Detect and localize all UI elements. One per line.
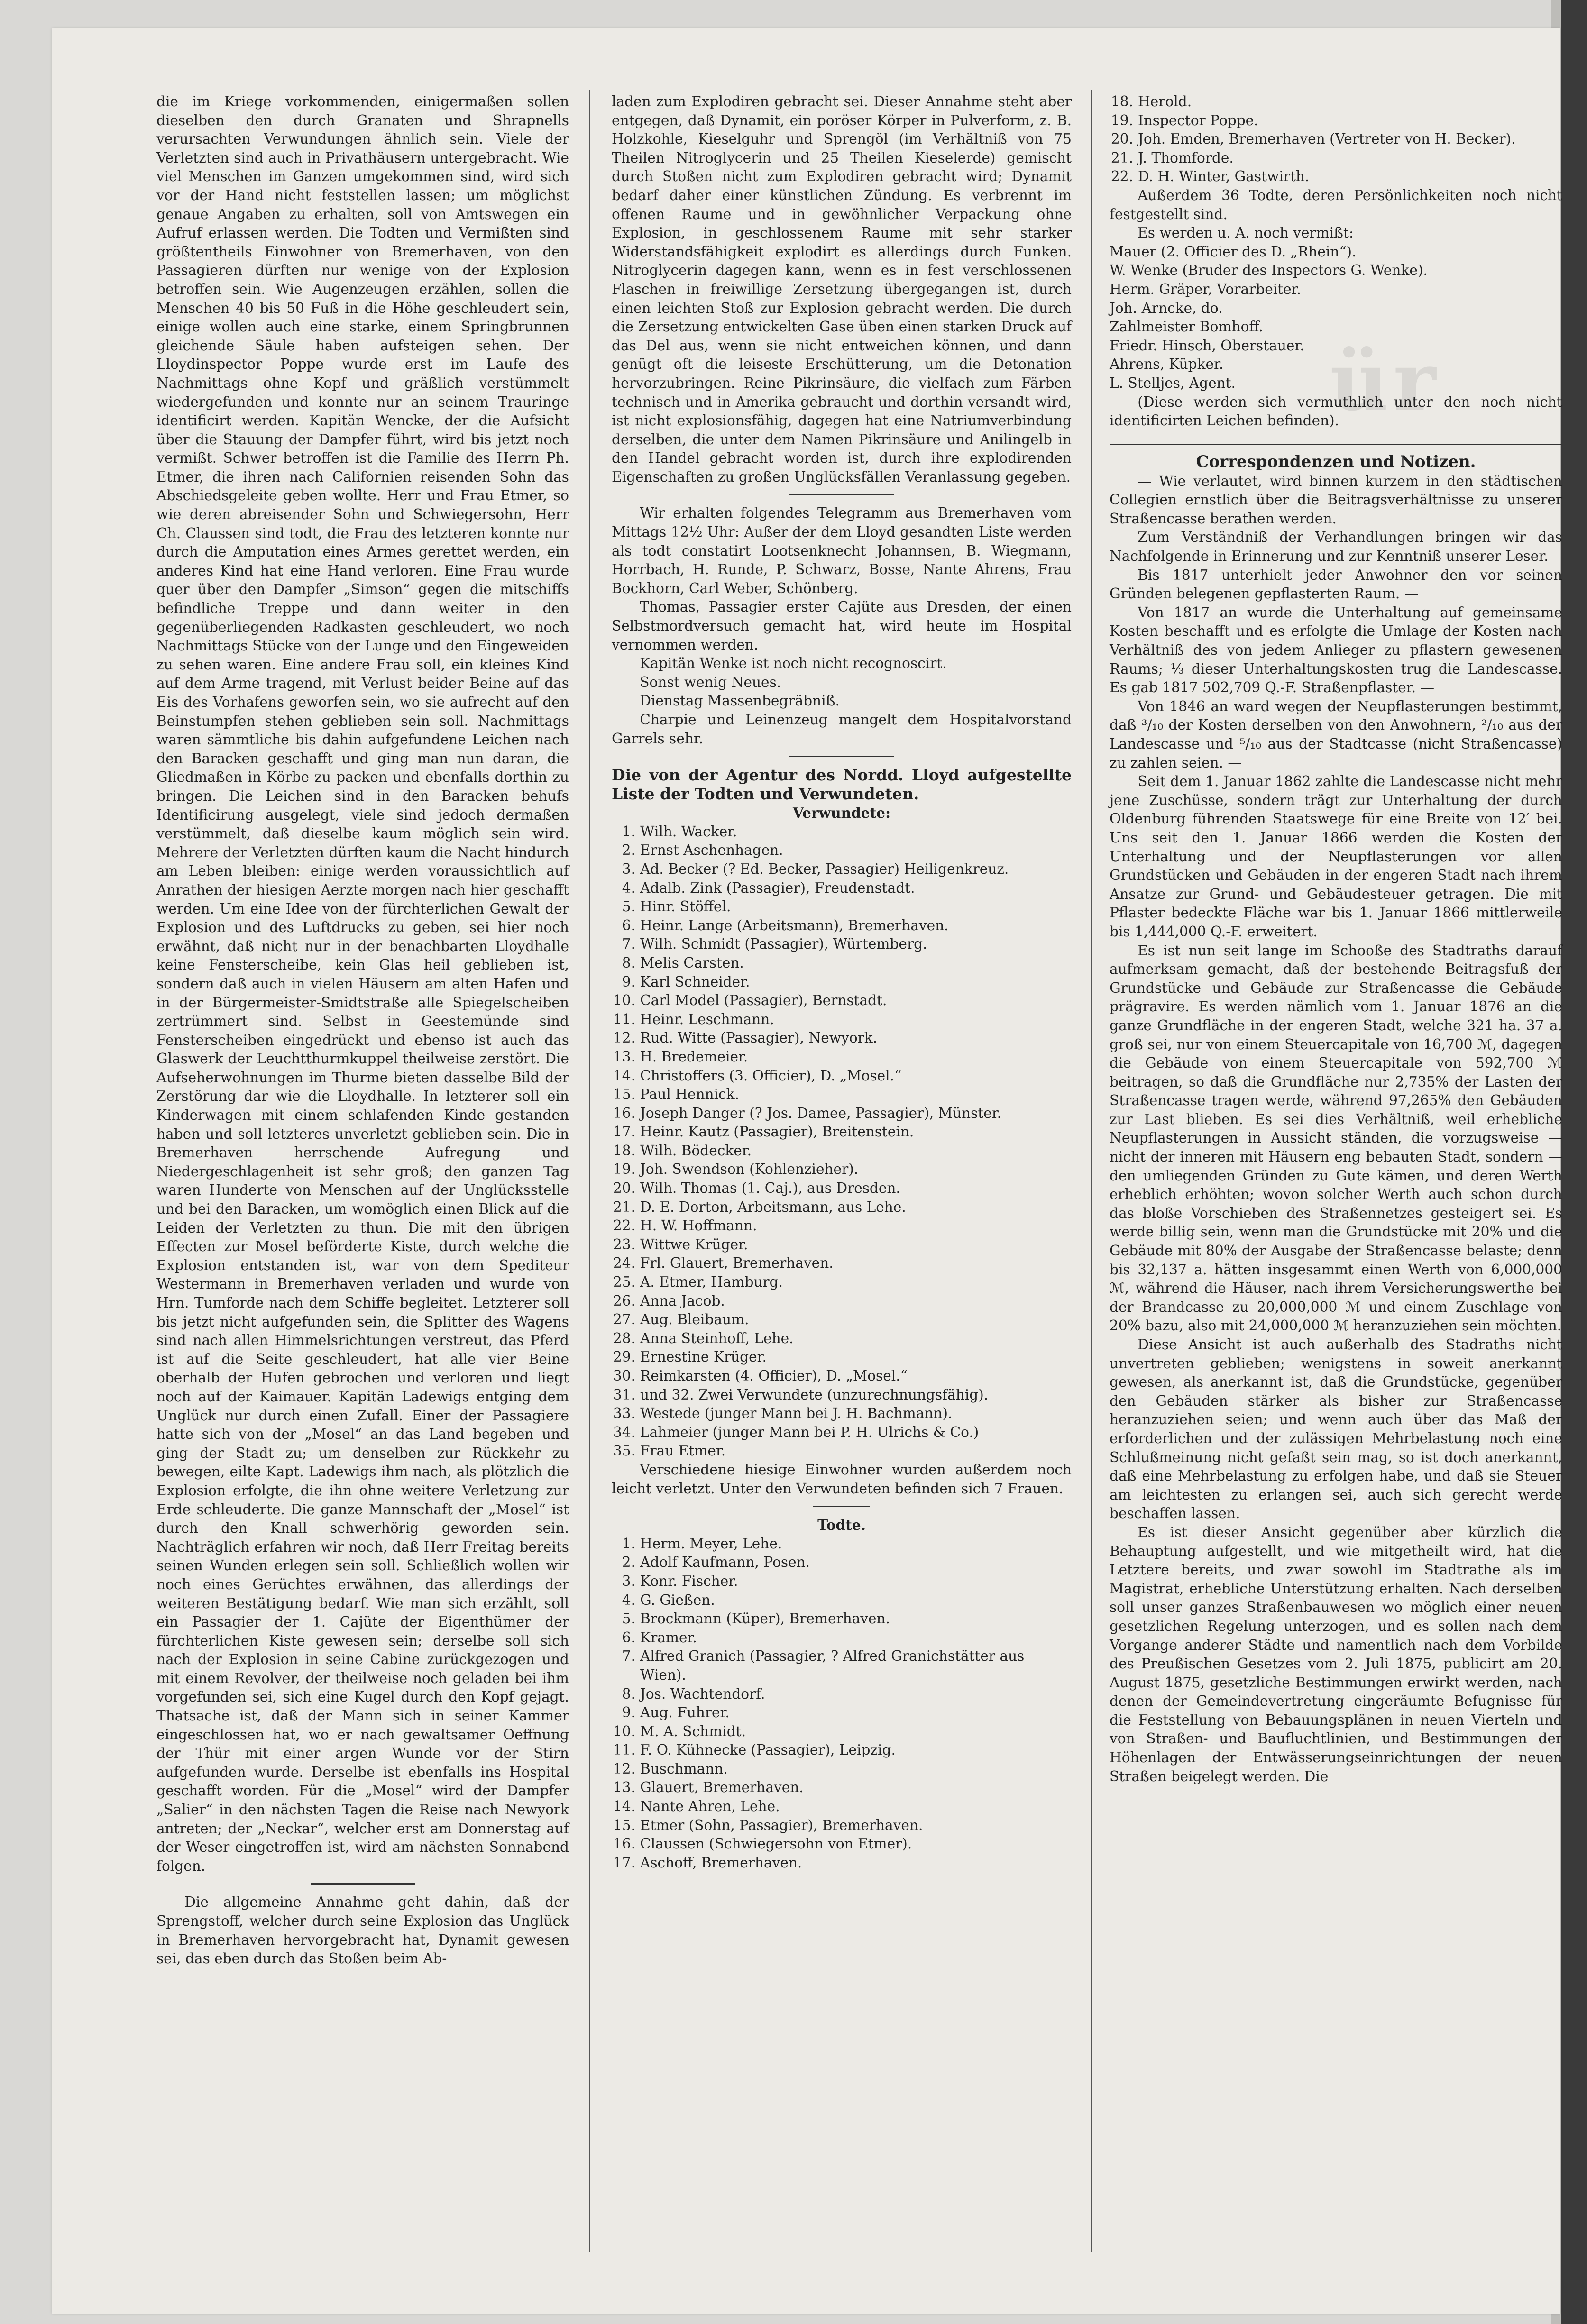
section-heading: Correspondenzen und Notizen. xyxy=(1110,443,1562,472)
list-number: 13. xyxy=(613,1048,635,1065)
list-number: 18. xyxy=(1110,93,1133,110)
article-paragraph: Dienstag Massenbegräbniß. xyxy=(640,693,840,709)
article-paragraph: Verschiedene hiesige Einwohner wurden außerdem noch leicht verletzt. Unter den Verwundeten befinden sich 7 Frauen. xyxy=(612,1461,1072,1497)
column-rule-1 xyxy=(589,90,590,2252)
missing-person: Friedr. Hinsch, Oberstauer. xyxy=(1110,337,1304,354)
list-item xyxy=(612,1048,1072,1067)
missing-person: W. Wenke (Bruder des Inspectors G. Wenke). xyxy=(1110,262,1428,279)
list-text: Ad. Becker (? Ed. Becker, Passagier) Heiligenkreuz. xyxy=(640,860,1009,877)
list-item xyxy=(1110,130,1562,149)
list-number: 16. xyxy=(613,1105,635,1121)
list-number: 17. xyxy=(613,1854,635,1871)
list-number: 1. xyxy=(622,823,635,840)
article-paragraph: Zum Verständniß der Verhandlungen bringen wir das Nachfolgende in Erinnerung und zur Kenntniß unserer Leser. xyxy=(1110,529,1562,565)
list-text: Carl Model (Passagier), Bernstadt. xyxy=(640,992,887,1009)
list-number: 14. xyxy=(613,1067,635,1084)
column-2 xyxy=(612,92,1072,1872)
list-number: 35. xyxy=(613,1443,635,1459)
list-text: Hinr. Stöffel. xyxy=(640,898,731,915)
article-paragraph: Diese Ansicht ist auch außerhalb des Stadraths nicht unvertreten geblieben; wenigstens in soweit anerkannt gewesen, als anerkannt ist, daß die Grundstücke, gegenüber den Gebäuden stärker als bisher zur Straßencasse heranzuziehen seien; und wenn auch über das Maß der erforderlichen und der zulässigen Mehrbelastung noch eine Schlußmeinung nicht gefaßt sein mag, so ist doch anerkannt, daß eine Mehrbelastung zu erfolgen habe, und daß sie Steuer am leichtesten zu erlangen sei, auch sich gerecht werde beschaffen lassen. xyxy=(1110,1336,1562,1522)
missing-person: Ahrens, Küpker. xyxy=(1110,356,1224,373)
list-item xyxy=(612,841,1072,860)
list-text: Joseph Danger (? Jos. Damee, Passagier), Münster. xyxy=(640,1105,1001,1121)
article-paragraph: die im Kriege vorkommenden, einigermaßen sollen dieselben den durch Granaten und Shrapnells verursachten Verwundungen ähnlich sein. Viele der Verletzten sind auch in Privathäusern untergebracht. Wie viel Menschen im Ganzen umgekommen sind, wird sich vor der Hand nicht feststellen lassen; um möglichst genaue Angaben zu erhalten, soll von Amtswegen ein Aufruf erlassen werden. Die Todten und Vermißten sind größtentheils Einwohner von Bremerhaven, von den Passagieren dürften nur wenige von der Explosion betroffen sein. Wie Augenzeugen erzählen, sollen die Menschen 40 bis 50 Fuß in die Höhe geschleudert sein, einige wollen auch eine starke, einem Springbrunnen gleichende Säule haben aufsteigen sehen. Der Lloydinspector Poppe wurde erst im Laufe des Nachmittags ohne Kopf und gräßlich verstümmelt wiedergefunden und konnte nur an seinem Trauringe identificirt werden. Kapitän Wencke, der die Aufsicht über die Stauung der Dampfer führt, wird bis jetzt noch vermißt. Schwer betroffen ist die Familie des Herrn Ph. Etmer, die ihren nach Californien reisenden Sohn das Abschiedsgeleite geben wollte. Herr und Frau Etmer, so wie deren abreisender Sohn und Schwiegersohn, Herr Ch. Claussen sind todt, die Frau des letzteren konnte nur durch die Amputation eines Armes gerettet werden, ein anderes Kind hat eine Hand verloren. Eine Frau wurde quer über den Dampfer „Simson“ gegen die mitschiffs befindliche Treppe und dann weiter in den gegenüberliegenden Radkasten geschleudert, wo noch Nachmittags Stücke von der Lunge und den Eingeweiden zu sehen waren. Eine andere Frau soll, ein kleines Kind auf dem Arme tragend, mit Verlust beider Beine auf das Eis des Vorhafens geworfen sein, wo sie aufrecht auf den Beinstumpfen stehen geblieben sein soll. Nachmittags waren sämmtliche bis dahin aufgefundene Leichen nach den Baracken geschafft und ging man nun daran, die Gliedmaßen in Körbe zu packen und ebenfalls dorthin zu bringen. Die Leichen sind in den Baracken behufs Identificirung ausgelegt, viele sind jedoch dermaßen verstümmelt, daß dieselbe kaum möglich sein wird. Mehrere der Verletzten dürften kaum die Nacht hindurch am Leben bleiben: einige werden voraussichtlich auf Anrathen der hiesigen Aerzte morgen nach hier geschafft werden. Um eine Idee von der fürchterlichen Gewalt der Explosion und des Luftdrucks zu geben, sei hier noch erwähnt, daß nicht nur in der benachbarten Lloydhalle keine Fensterscheibe, kein Glas heil geblieben ist, sondern daß auch in vielen Häusern am alten Hafen und in der Bürgermeister-Smidtstraße alle Spiegelscheiben zertrümmert sind. Selbst in Geestemünde sind Fensterscheiben eingedrückt und ebenso ist auch das Glaswerk der Leuchtthurmkuppel theilweise zerstört. Die Aufseherwohnungen im Thurme bieten dasselbe Bild der Zerstörung dar wie die Lloydhalle. In letzterer soll ein Kinderwagen mit einem schlafenden Kinde gestanden haben und soll letzteres unverletzt geblieben sein. Die in Bremerhaven herrschende Aufregung und Niedergeschlagenheit ist sehr groß; den ganzen Tag waren Hunderte von Menschen auf der Unglücksstelle und bei den Baracken, um womöglich einen Blick auf die Leiden der Verletzten zu thun. Die mit den übrigen Effecten zur Mosel beförderte Kiste, durch welche die Explosion entstanden ist, war von dem Spediteur Westermann in Bremerhaven verladen und wurde von Hrn. Tumforde nach dem Schiffe begleitet. Letzterer soll bis jetzt nicht aufgefunden sein, die Splitter des Wagens sind nach allen Himmelsrichtungen verstreut, das Pferd ist auf die Seite geschleudert, hat alle vier Beine oberhalb der Hufen gebrochen und verloren und liegt noch auf der Kaimauer. Kapitän Ladewigs entging dem Unglück nur durch einen Zufall. Einer der Passagiere hatte sich von der „Mosel“ an das Land begeben und ging der Stadt zu; um denselben zur Rückkehr zu bewegen, eilte Kapt. Ladewigs ihm nach, als plötzlich die Explosion erfolgte, die ihn ohne weitere Verletzung zur Erde schleuderte. Die ganze Mannschaft der „Mosel“ ist durch den Knall schwerhörig geworden sein. Nachträglich erfahren wir noch, daß Herr Freitag bereits seinen Wunden erlegen sein soll. Schließlich wollen wir noch eines Gerüchtes erwähnen, das allerdings der weiteren Bestätigung bedarf. Wie man sich erzählt, soll ein Passagier der 1. Cajüte der Eigenthümer der fürchterlichen Kiste gewesen sein; derselbe soll sich nach der Explosion in seine Cabine zurückgezogen und mit einem Revolver, der theilweise noch geladen bei ihm vorgefunden sei, sich eine Kugel durch den Kopf gejagt. Thatsache ist, daß der Mann sich in seiner Kammer eingeschlossen hat, wo er nach gewaltsamer Oeffnung der Thür mit einer argen Wunde vor der Stirn aufgefunden wurde. Derselbe ist ebenfalls ins Hospital geschafft worden. Für die „Mosel“ wird der Dampfer „Salier“ in den nächsten Tagen die Reise nach Newyork antreten; der „Neckar“, welcher erst am Donnerstag auf der Weser eingetroffen ist, wird am nächsten Sonnabend folgen. xyxy=(156,93,569,1874)
correspondence-body xyxy=(1110,472,1562,1786)
list-text: Lahmeier (junger Mann bei P. H. Ulrichs & Co.) xyxy=(640,1424,979,1440)
list-number: 9. xyxy=(622,1704,635,1721)
list-text: Westede (junger Mann bei J. H. Bachmann). xyxy=(640,1405,953,1422)
list-number: 7. xyxy=(622,1648,635,1665)
list-item xyxy=(612,1273,1072,1292)
section-separator xyxy=(813,1506,870,1507)
list-item xyxy=(612,1442,1072,1461)
list-number: 31. xyxy=(613,1386,635,1403)
list-number: 21. xyxy=(613,1199,635,1215)
list-number: 3. xyxy=(622,1573,635,1589)
list-number: 14. xyxy=(613,1798,635,1815)
list-item xyxy=(612,1703,1072,1722)
list-item xyxy=(612,1292,1072,1311)
list-number: 12. xyxy=(613,1030,635,1046)
list-text: Joh. Swendson (Kohlenzieher). xyxy=(640,1161,859,1178)
missing-heading: Es werden u. A. noch vermißt: xyxy=(1138,225,1354,241)
list-item xyxy=(612,1760,1072,1779)
list-item xyxy=(612,1816,1072,1835)
list-number: 10. xyxy=(613,992,635,1009)
list-item xyxy=(612,935,1072,954)
list-text: Nante Ahren, Lehe. xyxy=(640,1798,780,1815)
list-item xyxy=(612,1085,1072,1104)
list-text: Inspector Poppe. xyxy=(1138,112,1258,128)
list-number: 23. xyxy=(613,1236,635,1253)
list-item xyxy=(1110,149,1562,168)
dead-heading: Todte. xyxy=(817,1517,866,1534)
missing-person: Herm. Gräper, Vorarbeiter. xyxy=(1110,281,1301,297)
list-text: J. Thomforde. xyxy=(1138,149,1234,166)
list-number: 33. xyxy=(613,1405,635,1422)
list-number: 6. xyxy=(622,1629,635,1646)
list-item xyxy=(612,1217,1072,1235)
list-item xyxy=(612,1797,1072,1816)
scan-border xyxy=(1561,0,1587,2324)
list-item xyxy=(612,1310,1072,1329)
list-number: 34. xyxy=(613,1424,635,1440)
list-number: 18. xyxy=(613,1142,635,1159)
list-number: 12. xyxy=(613,1760,635,1777)
list-number: 13. xyxy=(613,1779,635,1796)
column-1 xyxy=(156,92,569,1968)
list-item xyxy=(612,1123,1072,1142)
list-text: Anna Steinhoff, Lehe. xyxy=(640,1330,794,1346)
list-item xyxy=(612,1160,1072,1179)
list-text: F. O. Kühnecke (Passagier), Leipzig. xyxy=(640,1742,896,1758)
list-number: 1. xyxy=(622,1535,635,1552)
list-item xyxy=(612,879,1072,898)
list-text: Rud. Witte (Passagier), Newyork. xyxy=(640,1030,878,1046)
list-text: Heinr. Leschmann. xyxy=(640,1011,774,1027)
list-item xyxy=(612,860,1072,879)
list-text: Kramer. xyxy=(640,1629,697,1646)
list-text: und 32. Zwei Verwundete (unzurechnungsfähig). xyxy=(640,1386,989,1403)
list-item xyxy=(612,1591,1072,1610)
list-text: Joh. Emden, Bremerhaven (Vertreter von H. Becker). xyxy=(1138,131,1516,147)
list-text: Konr. Fischer. xyxy=(640,1573,738,1589)
list-heading: Die von der Agentur des Nordd. Lloyd aufgestellte Liste der Todten und Verwundeten. xyxy=(612,766,1072,804)
list-item xyxy=(612,1235,1072,1254)
list-number: 6. xyxy=(622,917,635,933)
section-separator xyxy=(789,756,894,757)
list-number: 19. xyxy=(613,1161,635,1178)
list-text: Glauert, Bremerhaven. xyxy=(640,1779,804,1796)
article-paragraph: Sonst wenig Neues. xyxy=(640,674,781,690)
list-number: 24. xyxy=(613,1255,635,1272)
missing-person: L. Stelljes, Agent. xyxy=(1110,375,1236,391)
article-paragraph: Seit dem 1. Januar 1862 zahlte die Landescasse nicht mehr jene Zuschüsse, sondern trägt zur Unterhaltung der durch Oldenburg führenden Staatswege für eine Breite von 12′ bei. Uns seit den 1. Januar 1866 werden die Kosten der Unterhaltung und der Neupflasterungen vor allen Grundstücken und Gebäuden in der engeren Stadt nach ihrem Ansatze zur Grund- und Gebäudesteuer getragen. Die mit Pflaster bedeckte Fläche war bis 1. Januar 1866 mittlerweile bis 1,444,000 Q.-F. erweitert. xyxy=(1110,773,1562,940)
missing-person: Mauer (2. Officier des D. „Rhein“). xyxy=(1110,243,1357,260)
article-paragraph: Die allgemeine Annahme geht dahin, daß der Sprengstoff, welcher durch seine Explosion das Unglück in Bremerhaven hervorgebracht hat, Dynamit gewesen sei, das eben durch das Stoßen beim Ab- xyxy=(156,1894,569,1967)
list-item xyxy=(612,1629,1072,1647)
article-paragraph: Von 1846 an ward wegen der Neupflasterungen bestimmt, daß ³/₁₀ der Kosten derselben von den Anwohnern, ²/₁₀ aus der Landescasse und ⁵/₁₀ aus der Stadtcasse (nicht Straßencasse) zu zahlen seien. — xyxy=(1110,698,1562,771)
article-paragraph: Es ist dieser Ansicht gegenüber aber kürzlich die Behauptung aufgestellt, und wie mitgetheilt wird, hat die Letztere bereits, und zwar sowohl im Stadtrathe als im Magistrat, erhebliche Unterstützung erhalten. Nach derselben soll unser ganzes Straßenbauwesen wo möglich einer neuen gesetzlichen Regelung unterzogen, und es sollen nach dem Vorgange anderer Städte und namentlich nach dem Vorbilde des Preußischen Gesetzes vom 2. Juli 1875, publicirt am 20. August 1875, gesetzliche Bestimmungen erwirkt werden, nach denen der Gemeindevertretung eingeräumte Befugnisse für die Feststellung von Bebauungsplänen in neuen Vierteln und von Straßen- und Baufluchtlinien, und Bestimmungen der Höhenlagen der Entwässerungseinrichtungen der neuen Straßen beigelegt werden. Die xyxy=(1110,1524,1562,1784)
list-number: 2. xyxy=(622,842,635,859)
list-text: Adalb. Zink (Passagier), Freudenstadt. xyxy=(640,879,915,896)
list-text: Wilh. Bödecker. xyxy=(640,1142,752,1159)
list-item xyxy=(612,1647,1072,1684)
list-text: A. Etmer, Hamburg. xyxy=(640,1274,783,1290)
list-text: D. E. Dorton, Arbeitsmann, aus Lehe. xyxy=(640,1199,906,1215)
list-text: Heinr. Lange (Arbeitsmann), Bremerhaven. xyxy=(640,917,949,933)
list-number: 8. xyxy=(622,954,635,971)
dead-list-continued xyxy=(1110,92,1562,186)
list-item xyxy=(612,1854,1072,1873)
list-number: 15. xyxy=(613,1817,635,1833)
list-text: Claussen (Schwiegersohn von Etmer). xyxy=(640,1836,912,1852)
list-text: Adolf Kaufmann, Posen. xyxy=(640,1554,810,1571)
list-number: 3. xyxy=(622,860,635,877)
list-text: Melis Carsten. xyxy=(640,954,744,971)
list-number: 5. xyxy=(622,1610,635,1627)
list-number: 29. xyxy=(613,1349,635,1365)
bleed-through-watermark: ür xyxy=(1330,334,1441,429)
list-number: 4. xyxy=(622,1592,635,1608)
wounded-list xyxy=(612,823,1072,1461)
list-item xyxy=(612,1741,1072,1760)
list-text: Ernst Aschenhagen. xyxy=(640,842,783,859)
list-text: G. Gießen. xyxy=(640,1592,715,1608)
list-item xyxy=(612,1778,1072,1797)
list-text: Herold. xyxy=(1138,93,1192,110)
list-number: 19. xyxy=(1110,112,1133,128)
missing-person: Zahlmeister Bomhoff. xyxy=(1110,319,1263,335)
article-paragraph: (Diese werden sich vermuthlich unter den noch nicht identificirten Leichen befinden). xyxy=(1110,393,1562,429)
list-item xyxy=(612,1329,1072,1348)
list-number: 20. xyxy=(613,1180,635,1197)
list-number: 20. xyxy=(1110,131,1133,147)
article-paragraph: laden zum Explodiren gebracht sei. Dieser Annahme steht aber entgegen, daß Dynamit, ein poröser Körper in Pulverform, z. B. Holzkohle, Kieselguhr und Sprengöl (im Verhältniß von 75 Theilen Nitroglycerin und 25 Theilen Kieselerde) gemischt durch Stoßen nicht zum Explodiren gebracht wird; Dynamit bedarf daher einer künstlichen Zündung. Es verbrennt im offenen Raume und in gewöhnlicher Verpackung ohne Explosion, in geschlossenem Raume mit sehr starker Widerstandsfähigkeit explodirt es allerdings durch Funken. Nitroglycerin dagegen kann, wenn es in fest verschlossenen Flaschen in freiwillige Zersetzung übergegangen ist, durch einen leichten Stoß zur Explosion gebracht werden. Die durch die Zersetzung entwickelten Gase üben einen starken Druck auf das Del aus, wenn sie nicht entweichen können, und dann genügt oft die leiseste Erschütterung, um die Detonation hervorzubringen. Reine Pikrinsäure, die vielfach zum Färben technisch und in Amerika gebraucht und dorthin versandt wird, ist nicht explosionsfähig, dagegen hat eine Natriumverbindung derselben, die unter dem Namen Pikrinsäure und Anilingelb in den Handel gebracht worden ist, durch ihre explodirenden Eigenschaften zu großen Unglücksfällen Veranlassung gegeben. xyxy=(612,93,1072,485)
list-item xyxy=(612,1386,1072,1405)
list-number: 30. xyxy=(613,1368,635,1384)
list-number: 7. xyxy=(622,936,635,952)
list-item xyxy=(1110,167,1562,186)
list-text: M. A. Schmidt. xyxy=(640,1723,746,1739)
section-separator xyxy=(311,1883,415,1885)
section-separator xyxy=(789,494,894,495)
dead-list xyxy=(612,1535,1072,1873)
list-text: Etmer (Sohn, Passagier), Bremerhaven. xyxy=(640,1817,923,1833)
list-number: 27. xyxy=(613,1311,635,1328)
list-text: Aug. Fuhrer. xyxy=(640,1704,730,1721)
list-item xyxy=(612,1572,1072,1591)
list-text: Anna Jacob. xyxy=(640,1292,725,1309)
list-number: 25. xyxy=(613,1274,635,1290)
list-number: 9. xyxy=(622,973,635,990)
list-text: Reimkarsten (4. Officier), D. „Mosel.“ xyxy=(640,1368,908,1384)
list-number: 11. xyxy=(613,1742,635,1758)
missing-list xyxy=(1110,243,1562,393)
list-text: Ernestine Krüger. xyxy=(640,1349,767,1365)
list-number: 16. xyxy=(613,1836,635,1852)
list-item xyxy=(612,1029,1072,1048)
list-text: Aschoff, Bremerhaven. xyxy=(640,1854,802,1871)
list-text: D. H. Winter, Gastwirth. xyxy=(1138,168,1310,185)
list-number: 26. xyxy=(613,1292,635,1309)
article-paragraph: Thomas, Passagier erster Cajüte aus Dresden, der einen Selbstmordversuch gemacht hat, wird heute im Hospital vernommen werden. xyxy=(612,599,1072,653)
list-item xyxy=(612,991,1072,1010)
column-rule-2 xyxy=(1091,90,1092,2252)
list-text: Herm. Meyer, Lehe. xyxy=(640,1535,782,1552)
list-item xyxy=(612,1104,1072,1123)
list-text: Wittwe Krüger. xyxy=(640,1236,748,1253)
list-number: 5. xyxy=(622,898,635,915)
list-text: Frau Etmer. xyxy=(640,1443,726,1459)
list-item xyxy=(612,1254,1072,1273)
list-item xyxy=(612,973,1072,992)
list-item xyxy=(612,1535,1072,1554)
article-paragraph: Kapitän Wenke ist noch nicht recognoscirt. xyxy=(640,655,947,672)
telegram-paragraph: Wir erhalten folgendes Telegramm aus Bremerhaven vom Mittags 12½ Uhr: Außer der dem Lloyd gesandten Liste werden als todt constatirt Lootsenknecht Johannsen, B. Wiegmann, Horrbach, H. Runde, P. Schwarz, Bosse, Nante Ahrens, Frau Bockhorn, Carl Weber, Schönberg. xyxy=(612,505,1072,596)
list-item xyxy=(612,1685,1072,1704)
list-item xyxy=(1110,111,1562,130)
list-text: Buschmann. xyxy=(640,1760,728,1777)
list-text: Heinr. Kautz (Passagier), Breitenstein. xyxy=(640,1124,914,1140)
article-paragraph: Von 1817 an wurde die Unterhaltung auf gemeinsame Kosten beschafft und es erfolgte die Umlage der Kosten nach Verhältniß des von jedem Anlieger zu pflastern gewesenen Raums; ⅓ dieser Unterhaltungskosten trug die Landescasse. Es gab 1817 502,709 Q.-F. Straßenpflaster. — xyxy=(1110,604,1562,696)
list-text: Alfred Granich (Passagier, ? Alfred Granichstätter aus Wien). xyxy=(640,1648,1025,1683)
list-number: 11. xyxy=(613,1011,635,1027)
list-item xyxy=(612,823,1072,842)
list-item xyxy=(612,1010,1072,1029)
list-text: Jos. Wachtendorf. xyxy=(640,1685,765,1702)
article-paragraph: — Wie verlautet, wird binnen kurzem in den städtischen Collegien ernstlich über die Beitragsverhältnisse zu unserer Straßencasse berathen werden. xyxy=(1110,473,1562,527)
list-text: H. Bredemeier. xyxy=(640,1048,748,1065)
list-item xyxy=(612,1067,1072,1086)
list-number: 22. xyxy=(613,1217,635,1234)
list-text: Frl. Glauert, Bremerhaven. xyxy=(640,1255,834,1272)
list-item xyxy=(612,916,1072,935)
missing-person: Joh. Arncke, do. xyxy=(1110,300,1223,316)
list-number: 15. xyxy=(613,1086,635,1103)
list-text: Wilh. Schmidt (Passagier), Würtemberg. xyxy=(640,936,927,952)
list-number: 8. xyxy=(622,1685,635,1702)
list-text: Christoffers (3. Officier), D. „Mosel.“ xyxy=(640,1067,902,1084)
list-text: Wilh. Thomas (1. Caj.), aus Dresden. xyxy=(640,1180,900,1197)
list-number: 22. xyxy=(1110,168,1133,185)
list-item xyxy=(612,1404,1072,1423)
list-item xyxy=(612,1722,1072,1741)
list-number: 2. xyxy=(622,1554,635,1571)
list-number: 10. xyxy=(613,1723,635,1739)
wounded-heading: Verwundete: xyxy=(792,805,891,822)
list-item xyxy=(612,1142,1072,1161)
list-item xyxy=(612,897,1072,916)
list-number: 17. xyxy=(613,1124,635,1140)
list-text: Brockmann (Küper), Bremerhaven. xyxy=(640,1610,890,1627)
article-paragraph: Bis 1817 unterhielt jeder Anwohner den vor seinen Gründen belegenen gepflasterten Raum. — xyxy=(1110,567,1562,602)
list-item xyxy=(612,1553,1072,1572)
article-paragraph: Außerdem 36 Todte, deren Persönlichkeiten noch nicht festgestellt sind. xyxy=(1110,187,1562,222)
list-item xyxy=(1110,92,1562,111)
list-number: 28. xyxy=(613,1330,635,1346)
column-3 xyxy=(1110,92,1562,1786)
list-text: Aug. Bleibaum. xyxy=(640,1311,749,1328)
list-item xyxy=(612,1348,1072,1367)
list-item xyxy=(612,1198,1072,1217)
list-item xyxy=(612,1367,1072,1386)
article-paragraph: Es ist nun seit lange im Schooße des Stadtraths darauf aufmerksam gemacht, daß der bestehende Beitragsfuß der Grundstücke und Gebäude zur Straßencasse die Gebäude prägravire. Es werden nämlich vom 1. Januar 1876 an die ganze Grundfläche in der engeren Stadt, welche 321 ha. 37 a. groß sei, nur von einem Steuercapitale von 16,700 ℳ, dagegen die Gebäude von einem Steuercapitale von 592,700 ℳ beitragen, so daß die Grundfläche nur 2,735% der Lasten der Straßencasse tragen werde, während 97,265% den Gebäuden zur Last blieben. Es sei dies Verhältniß, weil erhebliche Neupflasterungen in Aussicht ständen, die vorzugsweise — nicht der inneren mit Häusern eng bebauten Stadt, sondern — den umliegenden Gründen zu Gute kämen, und deren Werth erheblich erhöhten; wovon solcher Werth auch schon durch das bloße Vorschieben des Straßennetzes gesteigert sei. Es werde billig sein, wenn man die Grundstücke mit 20% und die Gebäude mit 80% der Ausgabe der Straßencasse belaste; denn bis 32,137 a. hätten insgesammt einen Werth von 6,000,000 ℳ, während die Häuser, nach ihrem Versicherungswerthe bei der Brandcasse zu 20,000,000 ℳ und einem Zuschlage von 20% bazu, also mit 24,000,000 ℳ heranzuziehen sein möchten. xyxy=(1110,942,1562,1334)
list-item xyxy=(612,954,1072,973)
list-number: 4. xyxy=(622,879,635,896)
list-item xyxy=(612,1179,1072,1198)
list-text: H. W. Hoffmann. xyxy=(640,1217,757,1234)
list-text: Karl Schneider. xyxy=(640,973,750,990)
article-paragraph: Charpie und Leinenzeug mangelt dem Hospitalvorstand Garrels sehr. xyxy=(612,712,1072,747)
list-number: 21. xyxy=(1110,149,1133,166)
list-item xyxy=(612,1610,1072,1629)
list-item xyxy=(612,1835,1072,1854)
list-text: Paul Hennick. xyxy=(640,1086,739,1103)
list-text: Wilh. Wacker. xyxy=(640,823,737,840)
list-item xyxy=(612,1423,1072,1442)
